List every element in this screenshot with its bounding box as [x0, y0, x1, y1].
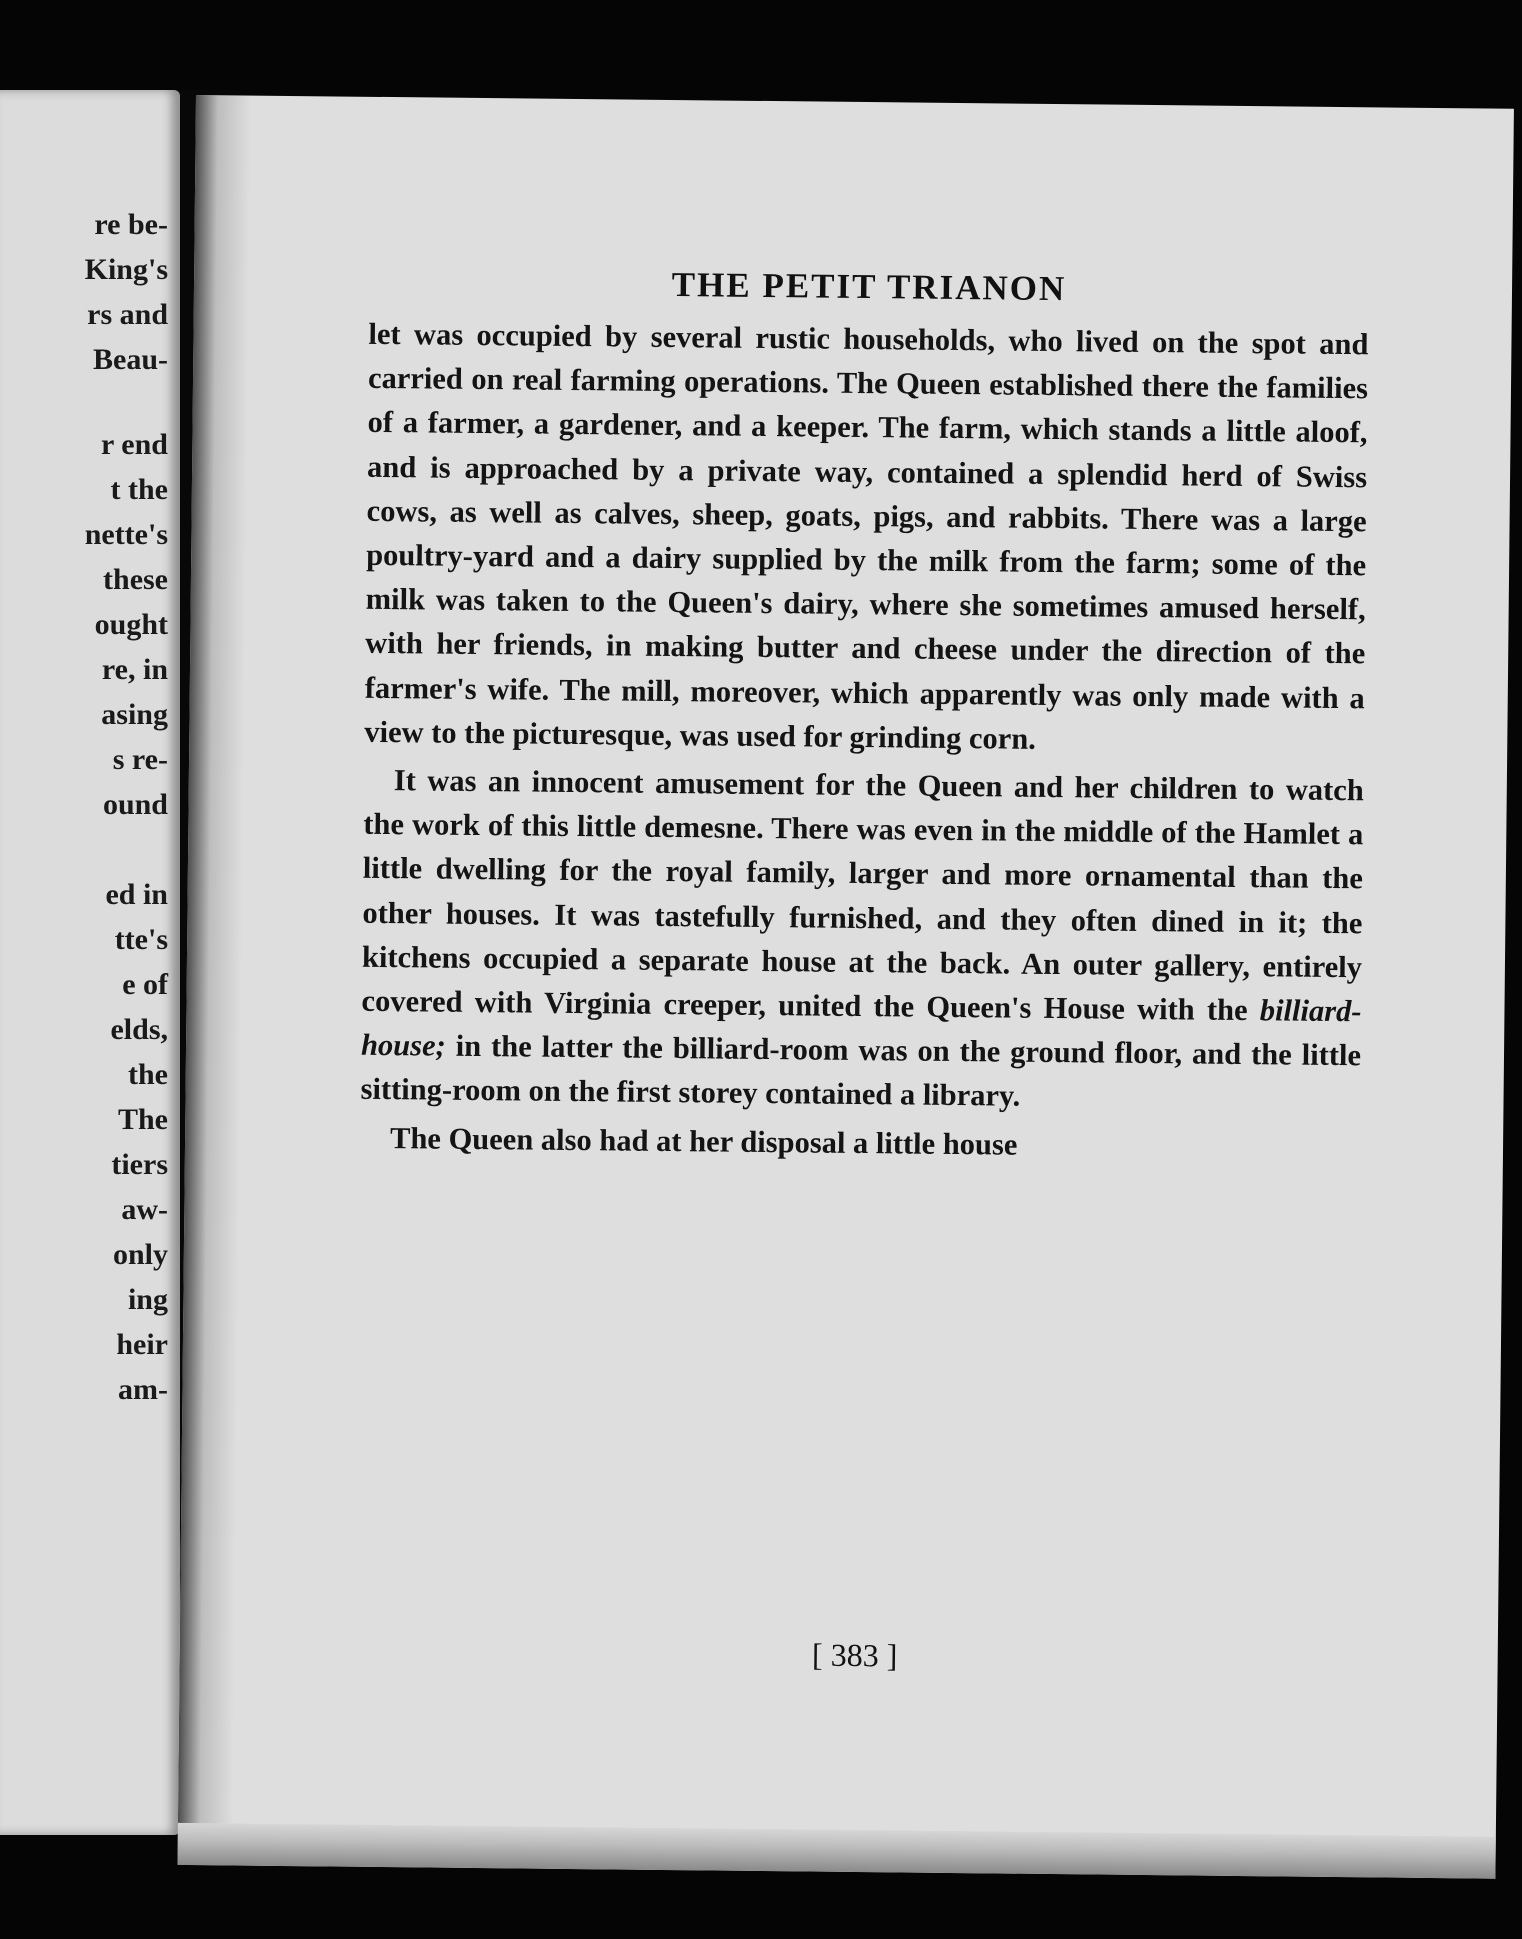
left-page-line: re be-: [94, 208, 168, 241]
right-page: [177, 95, 1513, 1879]
left-page-line: re, in: [101, 653, 168, 686]
page-bottom-edge: [177, 1823, 1495, 1879]
left-page-line: elds,: [110, 1013, 168, 1046]
left-page-line: the: [128, 1058, 168, 1091]
left-page-line: only: [112, 1238, 168, 1271]
left-page-line: aw-: [121, 1193, 168, 1226]
page-number: [ 383 ]: [811, 1636, 898, 1674]
left-page-line: tte's: [114, 923, 168, 956]
left-page-line: ound: [102, 788, 168, 821]
paragraph-1: let was occupied by several rustic households, who lived on the spot and carried on real farming operations. The Queen established there the families of a farmer, a gardener, and a keeper. The farm, which stands a little aloof, and is approached by a private way, contained a splendid herd of Swiss cows, as well as calves, sheep, goats, pigs, and rabbits. There was a large poultry-yard and a dairy supplied by the milk from the farm; some of the milk was taken to the Queen's dairy, where she sometimes amused herself, with her friends, in making butter and cheese under the direction of the farmer's wife. The mill, moreover, which apparently was only made with a view to the picturesque, was used for grinding corn.: [364, 316, 1369, 756]
left-page-line: e of: [122, 968, 168, 1001]
left-page-line: The: [117, 1103, 168, 1136]
left-page-line: nette's: [84, 518, 168, 551]
paragraph-3: The Queen also had at her disposal a little house: [389, 1120, 1018, 1162]
left-page-line: asing: [101, 698, 168, 731]
paragraph-2: [360, 758, 1364, 1122]
left-page-line: am-: [118, 1373, 168, 1406]
left-page-line: King's: [84, 253, 168, 286]
paragraph-2-end: in the latter the billiard-room was on the ground floor, and the little sitting-room on the first storey contained a library.: [360, 1028, 1362, 1114]
running-head: THE PETIT TRIANON: [671, 264, 1067, 309]
left-page: [0, 90, 180, 1835]
left-page-line: rs and: [87, 298, 168, 331]
left-page-line: these: [103, 563, 168, 596]
left-page-line: tiers: [111, 1148, 168, 1181]
italic-term: billiard-house;: [360, 993, 1362, 1063]
left-page-line: ing: [127, 1283, 168, 1316]
left-page-line: heir: [116, 1328, 168, 1361]
left-page-line: ought: [94, 608, 168, 641]
paragraph-2-text: It was an innocent amusement for the Queen and her children to watch the work of this little demesne. There was even in the middle of the Hamlet a little dwelling for the royal family, larger and more ornamental than the other houses. It was tastefully furnished, and they often dined in it; the kitchens occupied a separate house at the back. An outer gallery, entirely covered with Virginia creeper, united the Queen's House with the: [361, 763, 1364, 1028]
left-page-line: t the: [110, 473, 168, 506]
left-page-line: s re-: [112, 743, 168, 776]
left-page-line: ed in: [105, 878, 168, 911]
left-page-line: r end: [101, 428, 168, 461]
left-page-line: Beau-: [93, 343, 168, 376]
body-text: [360, 312, 1369, 1174]
